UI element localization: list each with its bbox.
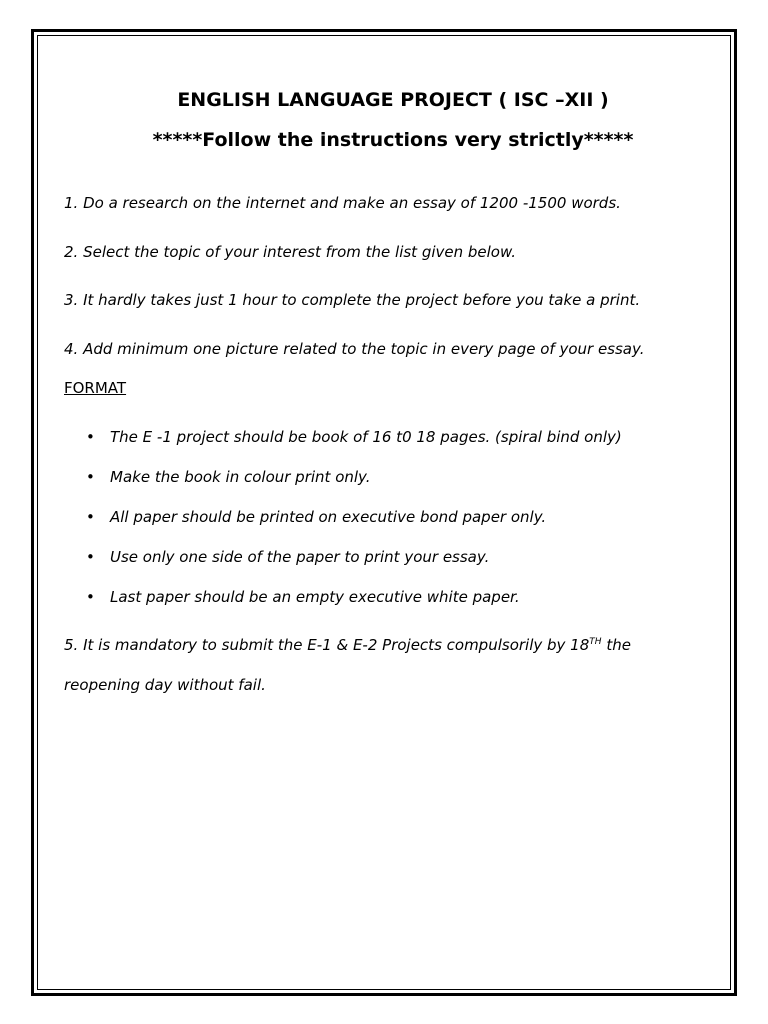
instruction-4: 4. Add minimum one picture related to the topic in every page of your essay. bbox=[64, 340, 645, 358]
document-title: ENGLISH LANGUAGE PROJECT ( ISC –XII ) bbox=[177, 89, 609, 111]
format-item-text: The E -1 project should be book of 16 t0 18 pages. (spiral bind only) bbox=[110, 428, 622, 446]
format-item-text: Last paper should be an empty executive white paper. bbox=[110, 588, 520, 606]
format-item bbox=[86, 548, 489, 566]
instruction-5-text-end: the bbox=[601, 636, 631, 654]
format-item-text: Use only one side of the paper to print your essay. bbox=[110, 548, 490, 566]
format-item-text: All paper should be printed on executive bond paper only. bbox=[110, 508, 547, 526]
instruction-5-text: 5. It is mandatory to submit the E-1 & E-2 Projects compulsorily by 18 bbox=[64, 636, 590, 654]
format-item bbox=[86, 468, 371, 486]
format-item bbox=[86, 588, 520, 606]
bullet-icon: • bbox=[86, 588, 95, 606]
document-subtitle: *****Follow the instructions very strictly***** bbox=[152, 129, 634, 151]
format-item bbox=[86, 508, 546, 526]
instruction-1: 1. Do a research on the internet and make an essay of 1200 -1500 words. bbox=[64, 194, 621, 212]
bullet-icon: • bbox=[86, 468, 95, 486]
bullet-icon: • bbox=[86, 508, 95, 526]
bullet-icon: • bbox=[86, 548, 95, 566]
format-item bbox=[86, 428, 622, 446]
format-heading: FORMAT bbox=[64, 379, 127, 397]
bullet-icon: • bbox=[86, 428, 95, 446]
instruction-5-superscript: TH bbox=[589, 637, 602, 647]
instruction-5-continued: reopening day without fail. bbox=[64, 676, 266, 694]
instruction-2: 2. Select the topic of your interest from the list given below. bbox=[64, 243, 517, 261]
instruction-3: 3. It hardly takes just 1 hour to complete the project before you take a print. bbox=[64, 291, 641, 309]
instruction-5 bbox=[64, 636, 631, 654]
format-item-text: Make the book in colour print only. bbox=[110, 468, 371, 486]
